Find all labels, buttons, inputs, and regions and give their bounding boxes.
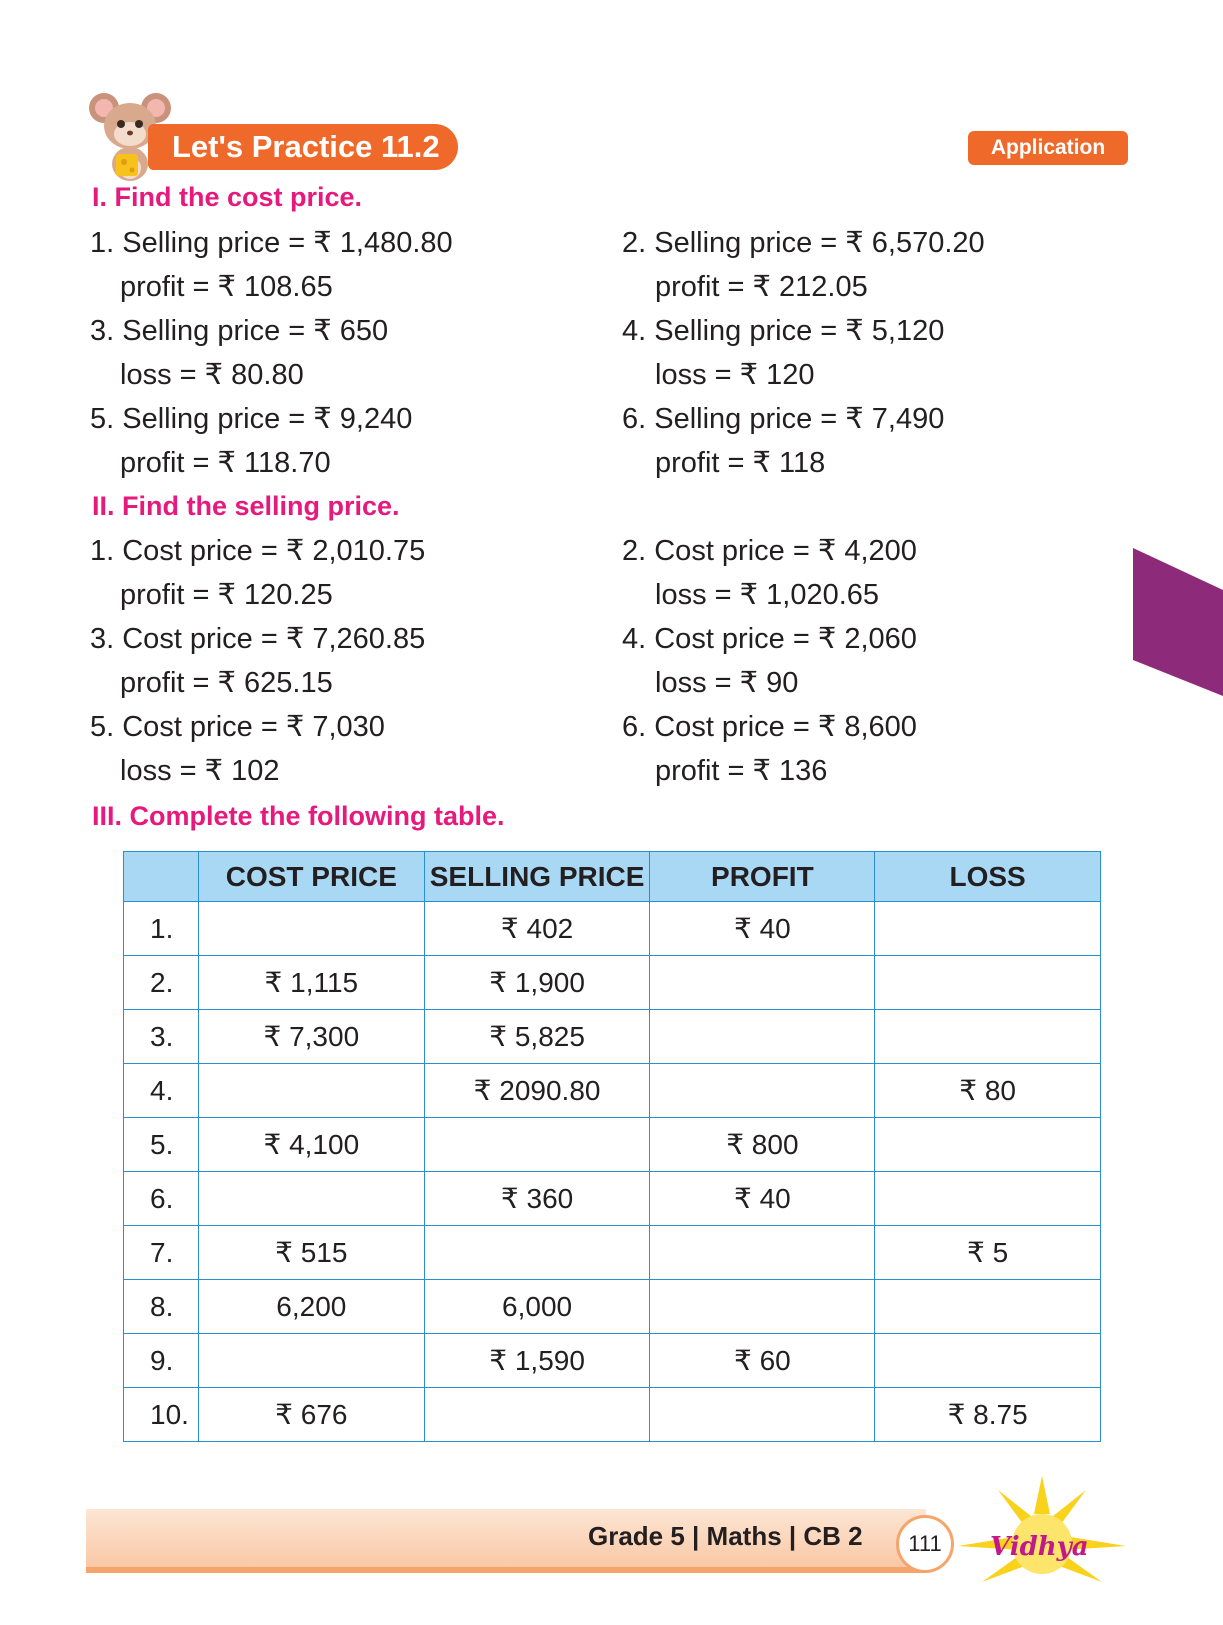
table-cell: ₹ 60 bbox=[650, 1334, 875, 1388]
question-line: profit = ₹ 120.25 bbox=[120, 579, 333, 611]
practice-title: Let's Practice 11.2 bbox=[148, 124, 458, 170]
question-line: loss = ₹ 120 bbox=[655, 359, 815, 391]
table-cell bbox=[875, 1334, 1101, 1388]
table-cell bbox=[875, 1010, 1101, 1064]
row-number-cell: 3. bbox=[124, 1010, 199, 1064]
question-line: loss = ₹ 80.80 bbox=[120, 359, 304, 391]
question-line: 3. Selling price = ₹ 650 bbox=[90, 315, 389, 347]
question-line: 1. Cost price = ₹ 2,010.75 bbox=[90, 535, 426, 567]
table-row bbox=[124, 1280, 1101, 1334]
table-cell: ₹ 1,900 bbox=[424, 956, 650, 1010]
table-cell bbox=[650, 956, 875, 1010]
question-line: loss = ₹ 1,020.65 bbox=[655, 579, 880, 611]
row-number-cell: 10. bbox=[124, 1388, 199, 1442]
sun-logo-icon bbox=[958, 1476, 1126, 1586]
table-cell: ₹ 40 bbox=[650, 1172, 875, 1226]
question-line: profit = ₹ 136 bbox=[655, 755, 828, 787]
question-line: 2. Selling price = ₹ 6,570.20 bbox=[622, 227, 985, 259]
question-line: loss = ₹ 90 bbox=[655, 667, 799, 699]
table-cell bbox=[650, 1226, 875, 1280]
section-2-title: II. Find the selling price. bbox=[92, 491, 400, 521]
question-line: profit = ₹ 108.65 bbox=[120, 271, 333, 303]
table-cell: ₹ 5 bbox=[875, 1226, 1101, 1280]
footer-text: Grade 5 | Maths | CB 2 bbox=[588, 1521, 863, 1551]
row-number-cell: 1. bbox=[124, 902, 199, 956]
table-cell: ₹ 515 bbox=[198, 1226, 424, 1280]
table-cell bbox=[424, 1118, 650, 1172]
table-cell bbox=[650, 1010, 875, 1064]
question-line: 4. Cost price = ₹ 2,060 bbox=[622, 623, 917, 655]
table-cell bbox=[650, 1064, 875, 1118]
table-row bbox=[124, 1118, 1101, 1172]
table-cell: ₹ 4,100 bbox=[198, 1118, 424, 1172]
table-cell bbox=[198, 1334, 424, 1388]
table-cell bbox=[198, 1172, 424, 1226]
row-number-cell: 6. bbox=[124, 1172, 199, 1226]
table-cell: ₹ 676 bbox=[198, 1388, 424, 1442]
column-header bbox=[124, 852, 199, 902]
table-cell bbox=[650, 1388, 875, 1442]
table-cell: 6,000 bbox=[424, 1280, 650, 1334]
table-cell bbox=[875, 1172, 1101, 1226]
table-cell bbox=[875, 1280, 1101, 1334]
table-row bbox=[124, 1064, 1101, 1118]
question-line: loss = ₹ 102 bbox=[120, 755, 280, 787]
question-line: profit = ₹ 118.70 bbox=[120, 447, 331, 479]
table-cell: ₹ 402 bbox=[424, 902, 650, 956]
column-header-selling-price: SELLING PRICE bbox=[424, 852, 650, 902]
table-row bbox=[124, 956, 1101, 1010]
table-cell bbox=[198, 902, 424, 956]
table-cell bbox=[875, 956, 1101, 1010]
question-line: 6. Cost price = ₹ 8,600 bbox=[622, 711, 917, 743]
section-3-title: III. Complete the following table. bbox=[92, 801, 505, 831]
question-line: 6. Selling price = ₹ 7,490 bbox=[622, 403, 945, 435]
table-cell: ₹ 5,825 bbox=[424, 1010, 650, 1064]
table-cell: ₹ 1,590 bbox=[424, 1334, 650, 1388]
table-cell: ₹ 80 bbox=[875, 1064, 1101, 1118]
question-line: 1. Selling price = ₹ 1,480.80 bbox=[90, 227, 453, 259]
row-number-cell: 8. bbox=[124, 1280, 199, 1334]
table-cell: ₹ 8.75 bbox=[875, 1388, 1101, 1442]
row-number-cell: 7. bbox=[124, 1226, 199, 1280]
table-cell bbox=[424, 1226, 650, 1280]
table-cell: ₹ 2090.80 bbox=[424, 1064, 650, 1118]
profit-loss-table bbox=[123, 851, 1101, 1442]
table-row bbox=[124, 1388, 1101, 1442]
table-row bbox=[124, 1010, 1101, 1064]
row-number-cell: 2. bbox=[124, 956, 199, 1010]
table-row bbox=[124, 1226, 1101, 1280]
question-line: 3. Cost price = ₹ 7,260.85 bbox=[90, 623, 426, 655]
table-row bbox=[124, 1334, 1101, 1388]
table-cell bbox=[875, 902, 1101, 956]
table-cell bbox=[875, 1118, 1101, 1172]
question-line: 5. Cost price = ₹ 7,030 bbox=[90, 711, 385, 743]
table-cell: ₹ 40 bbox=[650, 902, 875, 956]
question-line: 5. Selling price = ₹ 9,240 bbox=[90, 403, 413, 435]
table-cell: ₹ 7,300 bbox=[198, 1010, 424, 1064]
table-header-row bbox=[124, 852, 1101, 902]
table-cell bbox=[198, 1064, 424, 1118]
table-cell: ₹ 800 bbox=[650, 1118, 875, 1172]
vidhya-logo: Vidhya bbox=[990, 1532, 1089, 1562]
section-1-title: I. Find the cost price. bbox=[92, 182, 363, 212]
table-cell: ₹ 360 bbox=[424, 1172, 650, 1226]
row-number-cell: 9. bbox=[124, 1334, 199, 1388]
application-tag: Application bbox=[968, 131, 1128, 165]
question-line: profit = ₹ 212.05 bbox=[655, 271, 868, 303]
row-number-cell: 4. bbox=[124, 1064, 199, 1118]
question-line: 2. Cost price = ₹ 4,200 bbox=[622, 535, 917, 567]
table-cell bbox=[424, 1388, 650, 1442]
question-line: profit = ₹ 625.15 bbox=[120, 667, 333, 699]
table-row bbox=[124, 902, 1101, 956]
table-cell bbox=[650, 1280, 875, 1334]
table-cell: ₹ 1,115 bbox=[198, 956, 424, 1010]
column-header-profit: PROFIT bbox=[650, 852, 875, 902]
table-row bbox=[124, 1172, 1101, 1226]
page-number: 111 bbox=[896, 1515, 954, 1573]
question-line: profit = ₹ 118 bbox=[655, 447, 826, 479]
column-header-loss: LOSS bbox=[875, 852, 1101, 902]
question-line: 4. Selling price = ₹ 5,120 bbox=[622, 315, 945, 347]
table-cell: 6,200 bbox=[198, 1280, 424, 1334]
column-header-cost-price: COST PRICE bbox=[198, 852, 424, 902]
row-number-cell: 5. bbox=[124, 1118, 199, 1172]
chapter-side-tab bbox=[1133, 548, 1223, 696]
